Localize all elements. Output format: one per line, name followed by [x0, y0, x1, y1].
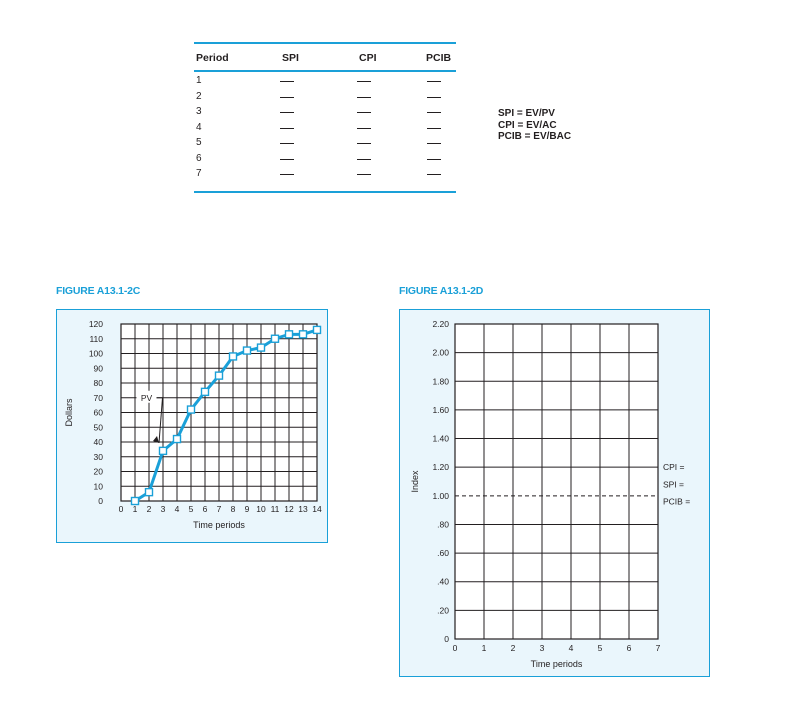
- x-tick-label: 13: [298, 504, 308, 514]
- pv-data-point: [300, 331, 307, 338]
- index-chart: [400, 310, 709, 676]
- y-tick-label: 120: [88, 319, 103, 329]
- pv-data-point: [174, 436, 181, 443]
- col-header-cpi: CPI: [359, 52, 377, 64]
- x-tick-label: 7: [216, 504, 222, 514]
- y-tick-label: 1.00: [432, 490, 449, 501]
- pcib-cell: [427, 97, 441, 98]
- x-axis-label: Time periods: [530, 659, 583, 669]
- table-row: [194, 168, 456, 179]
- x-tick-label: 8: [230, 504, 236, 514]
- period-cell: 3: [196, 106, 202, 117]
- pv-data-point: [230, 353, 237, 360]
- pv-data-point: [188, 406, 195, 413]
- formula-pcib: PCIB = EV/BAC: [498, 131, 572, 142]
- y-tick-label: 110: [89, 333, 103, 344]
- x-tick-label: 3: [539, 643, 545, 653]
- y-tick-label: 40: [93, 437, 103, 447]
- y-tick-label: 0: [444, 634, 449, 644]
- index-label: SPI =: [663, 479, 685, 490]
- x-tick-label: 9: [244, 504, 250, 514]
- x-tick-label: 6: [202, 504, 208, 514]
- period-cell: 2: [196, 90, 202, 102]
- y-tick-label: 50: [93, 422, 103, 433]
- y-tick-label: .40: [437, 576, 449, 587]
- x-tick-label: 12: [284, 504, 294, 514]
- y-tick-label: 70: [93, 392, 103, 403]
- x-tick-label: 14: [312, 504, 322, 514]
- x-tick-label: 5: [188, 504, 194, 514]
- y-tick-label: 2.00: [432, 347, 449, 358]
- x-tick-label: 0: [452, 643, 458, 653]
- period-cell: 7: [196, 168, 202, 179]
- col-header-pcib: PCIB: [426, 52, 452, 64]
- pv-chart: [57, 310, 327, 542]
- y-tick-label: 1.20: [432, 462, 449, 473]
- y-tick-label: 60: [93, 407, 103, 418]
- pv-annotation-label: PV: [140, 392, 153, 403]
- y-tick-label: 1.40: [432, 433, 449, 444]
- x-tick-label: 2: [146, 504, 152, 514]
- table-row: [194, 75, 456, 86]
- y-tick-label: 1.80: [432, 376, 449, 387]
- spi-cell: [280, 112, 294, 113]
- table-row: [194, 91, 456, 102]
- y-tick-label: 10: [93, 481, 103, 492]
- spi-cell: [280, 128, 294, 129]
- x-tick-label: 4: [174, 504, 180, 514]
- x-tick-label: 5: [597, 643, 603, 653]
- y-tick-label: 90: [93, 363, 103, 374]
- y-tick-label: 30: [93, 451, 103, 462]
- cpi-cell: [357, 143, 371, 144]
- pv-data-point: [160, 447, 167, 454]
- spi-cell: [280, 143, 294, 144]
- y-axis-label: Dollars: [64, 398, 74, 427]
- figure-2c-panel: [56, 309, 328, 543]
- pcib-cell: [427, 143, 441, 144]
- pcib-cell: [427, 174, 441, 175]
- x-tick-label: 0: [118, 504, 124, 514]
- period-cell: 5: [196, 137, 202, 148]
- y-tick-label: 80: [93, 378, 103, 388]
- spi-cell: [280, 159, 294, 160]
- pv-data-point: [202, 388, 209, 395]
- x-tick-label: 1: [132, 504, 138, 514]
- table-header: [194, 52, 456, 66]
- figure-2c-title: FIGURE A13.1-2C: [56, 285, 141, 297]
- x-tick-label: 7: [655, 643, 661, 653]
- table-row: [194, 137, 456, 148]
- index-label: CPI =: [663, 462, 685, 473]
- pcib-cell: [427, 81, 441, 82]
- y-tick-label: 2.20: [432, 319, 449, 329]
- pcib-cell: [427, 128, 441, 129]
- table-header-rule: [194, 70, 456, 72]
- pcib-cell: [427, 159, 441, 160]
- table-row: [194, 122, 456, 133]
- table-top-rule: [194, 42, 456, 44]
- period-cell: 4: [196, 121, 202, 133]
- formula-list: [498, 108, 571, 143]
- x-tick-label: 3: [160, 504, 166, 514]
- formula-cpi: CPI = EV/AC: [498, 119, 557, 131]
- cpi-cell: [357, 159, 371, 160]
- formula-spi: SPI = EV/PV: [498, 108, 555, 119]
- pv-data-point: [272, 335, 279, 342]
- x-tick-label: 1: [481, 643, 487, 653]
- figure-2d-panel: [399, 309, 710, 677]
- cpi-cell: [357, 81, 371, 82]
- table-bottom-rule: [194, 191, 456, 193]
- spi-cell: [280, 97, 294, 98]
- cpi-cell: [357, 174, 371, 175]
- cpi-cell: [357, 128, 371, 129]
- cpi-cell: [357, 112, 371, 113]
- y-tick-label: .20: [437, 605, 449, 616]
- pv-data-point: [244, 347, 251, 354]
- spi-cell: [280, 81, 294, 82]
- pcib-cell: [427, 112, 441, 113]
- pv-data-point: [132, 498, 139, 505]
- y-tick-label: 100: [88, 348, 103, 359]
- index-label: PCIB =: [663, 496, 691, 507]
- col-header-period: Period: [196, 52, 229, 64]
- figure-2d-title: FIGURE A13.1-2D: [399, 285, 484, 297]
- y-axis-label: Index: [410, 470, 420, 493]
- period-cell: 6: [196, 152, 202, 164]
- pv-data-point: [314, 326, 321, 333]
- y-tick-label: 0: [98, 496, 103, 506]
- y-tick-label: .60: [437, 548, 449, 559]
- plot-area: [455, 324, 658, 639]
- cpi-cell: [357, 97, 371, 98]
- y-tick-label: 1.60: [432, 404, 449, 415]
- period-cell: 1: [196, 75, 202, 86]
- x-tick-label: 6: [626, 643, 632, 653]
- table-row: [194, 106, 456, 117]
- pv-data-point: [258, 344, 265, 351]
- x-axis-label: Time periods: [193, 520, 245, 530]
- spi-cell: [280, 174, 294, 175]
- pv-data-point: [286, 331, 293, 338]
- y-tick-label: 20: [93, 466, 103, 477]
- pv-data-point: [216, 372, 223, 379]
- table-row: [194, 153, 456, 164]
- x-tick-label: 10: [256, 504, 266, 514]
- pv-data-point: [146, 489, 153, 496]
- x-tick-label: 11: [270, 504, 280, 514]
- col-header-spi: SPI: [282, 52, 299, 64]
- x-tick-label: 4: [568, 643, 574, 653]
- x-tick-label: 2: [510, 643, 516, 653]
- y-tick-label: .80: [437, 519, 449, 530]
